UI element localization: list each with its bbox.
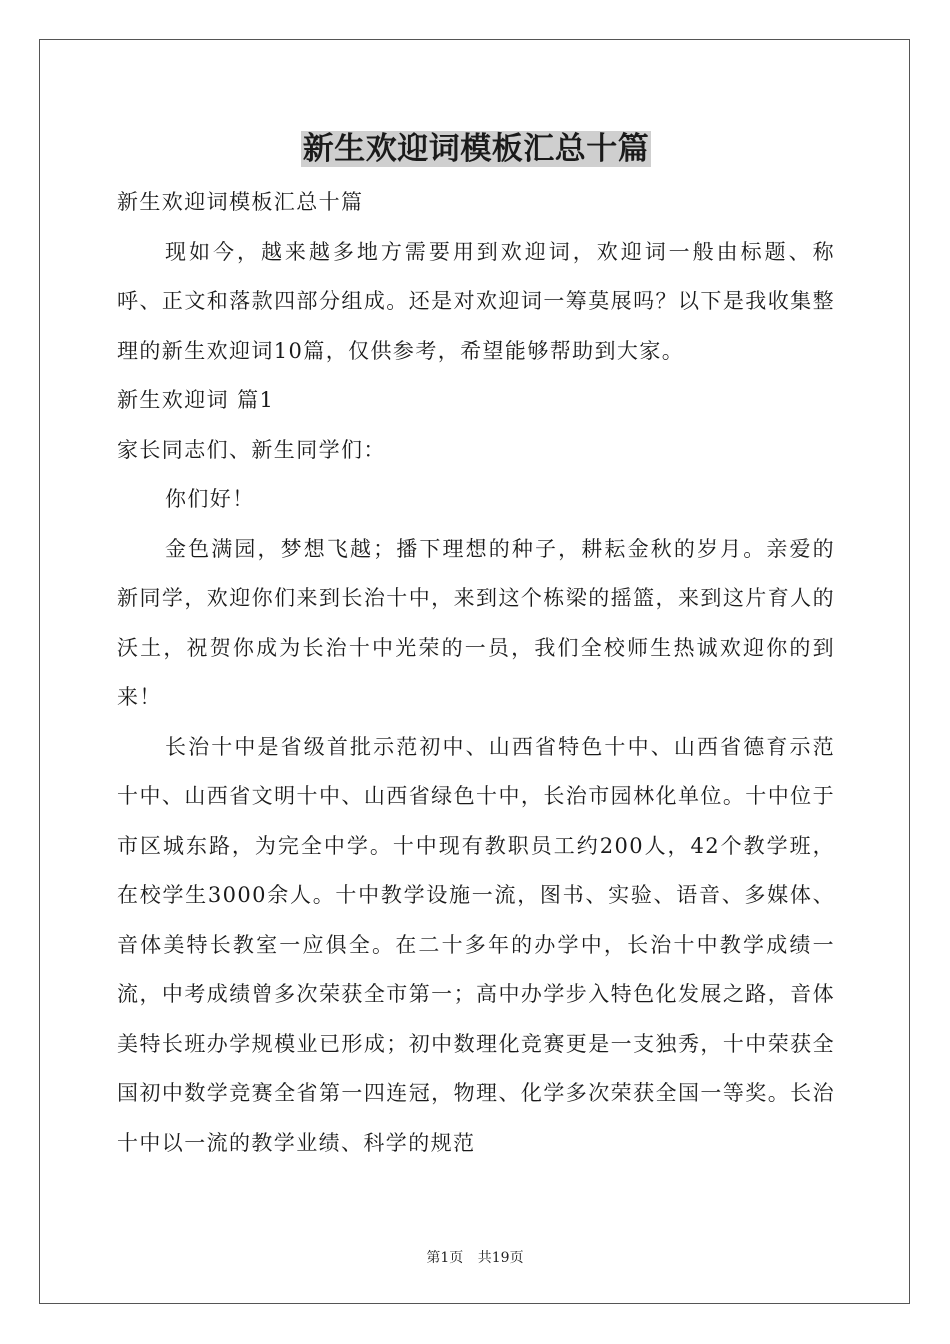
paragraph-greeting: 你们好！ xyxy=(165,487,255,511)
paragraph-intro: 现如今，越来越多地方需要用到欢迎词，欢迎词一般由标题、称呼、正文和落款四部分组成。还是对欢迎词一筹莫展吗？以下是我收集整理的新生欢迎词10篇，仅供参考，希望能够帮助到大家。 xyxy=(117,239,835,363)
paragraph-school-intro: 长治十中是省级首批示范初中、山西省特色十中、山西省德育示范十中、山西省文明十中、山西省绿色十中，长治市园林化单位。十中位于市区城东路，为完全中学。十中现有教职员工约200人，42个教学班，在校学生3000余人。十中教学设施一流，图书、实验、语音、多媒体、音体美特长教室一应俱全。在二十多年的办学中，长治十中教学成绩一流，中考成绩曾多次荣获全市第一；高中办学步入特色化发展之路，音体美特长班办学规模业已形成；初中数理化竞赛更是一支独秀，十中荣获全国初中数学竞赛全省第一四连冠，物理、化学多次荣获全国一等奖。长治十中以一流的教学业绩、科学的规范 xyxy=(117,734,835,1155)
page-number-current: 第1页 xyxy=(426,1250,464,1266)
page-footer xyxy=(0,1248,950,1268)
document-title-text: 新生欢迎词模板汇总十篇 xyxy=(302,131,650,167)
document-title xyxy=(117,128,835,170)
paragraph-welcome: 金色满园，梦想飞越；播下理想的种子，耕耘金秋的岁月。亲爱的新同学，欢迎你们来到长治十中，来到这个栋梁的摇篮，来到这片育人的沃土，祝贺你成为长治十中光荣的一员，我们全校师生热诚欢迎你的到来！ xyxy=(117,536,835,709)
paragraph-salutation: 家长同志们、新生同学们： xyxy=(117,437,386,462)
paragraph-subtitle: 新生欢迎词模板汇总十篇 xyxy=(117,190,364,214)
page-number-total: 共19页 xyxy=(477,1250,524,1266)
paragraph-section-heading: 新生欢迎词 篇1 xyxy=(117,388,275,412)
document-body xyxy=(117,128,835,1168)
